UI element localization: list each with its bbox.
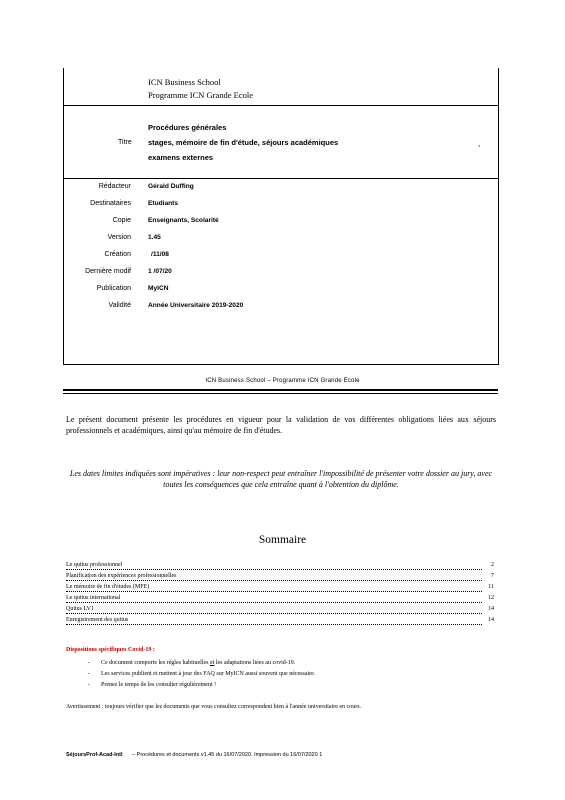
deadline-warning: Les dates limites indiquées sont impératives : leur non-respect peut entraîner l'impossibilité de présenter votre dossier au jury, avec toutes les conséquences que cela entraîne quant à l'obtention du diplôme. [69, 469, 493, 489]
covid-title: Dispositions spécifiques Covid-19 : [66, 647, 155, 653]
toc-leader [66, 624, 482, 625]
toc-item-page: 14 [488, 617, 494, 623]
toc-leader [66, 569, 482, 570]
meta-value-destinataires: Etudiants [148, 200, 179, 207]
header-divider-1 [63, 105, 498, 106]
toc-item-page: 7 [491, 573, 494, 579]
bullet-dash: - [88, 660, 90, 666]
titre-line-3: examens externes [148, 153, 214, 162]
band-rule-thin [63, 393, 498, 394]
meta-label-version: Version [107, 234, 131, 241]
toc-leader [66, 580, 482, 581]
meta-label-destinataires: Destinataires [90, 200, 131, 207]
toc-item[interactable] [66, 562, 494, 572]
meta-value-validite: Année Universitaire 2019-2020 [148, 302, 244, 309]
toc-item-label: Planification des expériences professionnelles [66, 573, 177, 579]
covid-bullet-1 [101, 660, 295, 666]
covid-bullet-1-pre: Ce document comporte les règles habituelles [101, 660, 210, 666]
footer-right: – Procédures et documents v1.45 du 16/07/2020. Impression du 16/07/2020 1 [132, 752, 323, 758]
bullet-dash: - [88, 682, 90, 688]
toc-leader [66, 602, 482, 603]
toc-item-label: Le mémoire de fin d'études (MFE) [66, 584, 150, 590]
covid-bullet-1-emphasis: et [209, 660, 215, 666]
meta-label-validite: Validité [108, 302, 131, 309]
avertissement-text: : toujours vérifier que les documents que vous consultez correspondent bien à l'année universitaire en cours. [101, 704, 362, 710]
intro-paragraph: Le présent document présente les procédures en vigueur pour la validation de vos différentes obligations liées aux séjours professionnels et académiques, ainsi qu'au mémoire de fin d'études. [66, 415, 496, 435]
toc-item[interactable] [66, 595, 494, 605]
page-footer [66, 752, 322, 758]
covid-bullet-1-post: les adaptations liées au covid-19. [214, 660, 296, 666]
meta-label-redacteur: Rédacteur [98, 183, 131, 190]
titre-line-2: stages, mémoire de fin d'étude, séjours académiques [148, 138, 339, 147]
titre-line-1: Procédures générales [148, 123, 227, 132]
meta-label-publication: Publication [96, 285, 131, 292]
header-divider-2 [63, 178, 498, 179]
sommaire-title: Sommaire [258, 534, 307, 546]
meta-label-copie: Copie [112, 217, 131, 224]
toc-item[interactable] [66, 573, 494, 583]
toc-item-page: 12 [488, 595, 494, 601]
toc-leader [66, 591, 482, 592]
toc-item-label: Quitus LV1 [66, 606, 94, 612]
toc-item[interactable] [66, 584, 494, 594]
meta-label-creation: Création [104, 251, 131, 258]
meta-value-derniere-modif: 1 /07/20 [148, 268, 172, 275]
covid-bullet-2: Les services publient et mettent à jour des FAQ sur MyICN aussi souvent que nécessaire. [101, 671, 316, 677]
school-name: ICN Business School [148, 77, 221, 87]
meta-value-redacteur: Gérald Duffing [148, 183, 194, 190]
toc-item-label: Le quitus professionnel [66, 562, 123, 568]
meta-value-copie: Enseignants, Scolarité [148, 217, 219, 224]
toc-item-label: Le quitus international [66, 595, 121, 601]
programme-name: Programme ICN Grande Ecole [148, 90, 254, 100]
toc-item[interactable] [66, 606, 494, 616]
avertissement [66, 703, 486, 712]
toc-item-label: Enregistrement des quitus [66, 617, 129, 623]
band-rule-thick [63, 389, 498, 391]
toc-item-page: 11 [488, 584, 494, 590]
meta-value-publication: MyICN [148, 285, 169, 292]
toc-item-page: 14 [488, 606, 494, 612]
bullet-dash: - [88, 671, 90, 677]
toc-item-page: 2 [491, 562, 494, 568]
toc-leader [66, 613, 482, 614]
meta-value-version: 1.45 [148, 234, 161, 241]
titre-label: Titre [118, 139, 132, 146]
footer-left: SéjoursProf-Acad-Intl [66, 752, 123, 758]
programme-band: ICN Business School – Programme ICN Grande Ecole [205, 378, 360, 384]
meta-label-derniere-modif: Dernière modif [85, 268, 131, 275]
covid-bullet-3: Prenez le temps de les consulter régulièrement ! [101, 682, 217, 688]
titre-trailing: , [478, 139, 481, 148]
toc-item[interactable] [66, 617, 494, 627]
avertissement-label: Avertissement [66, 704, 101, 710]
meta-value-creation: /11/08 [151, 251, 169, 258]
